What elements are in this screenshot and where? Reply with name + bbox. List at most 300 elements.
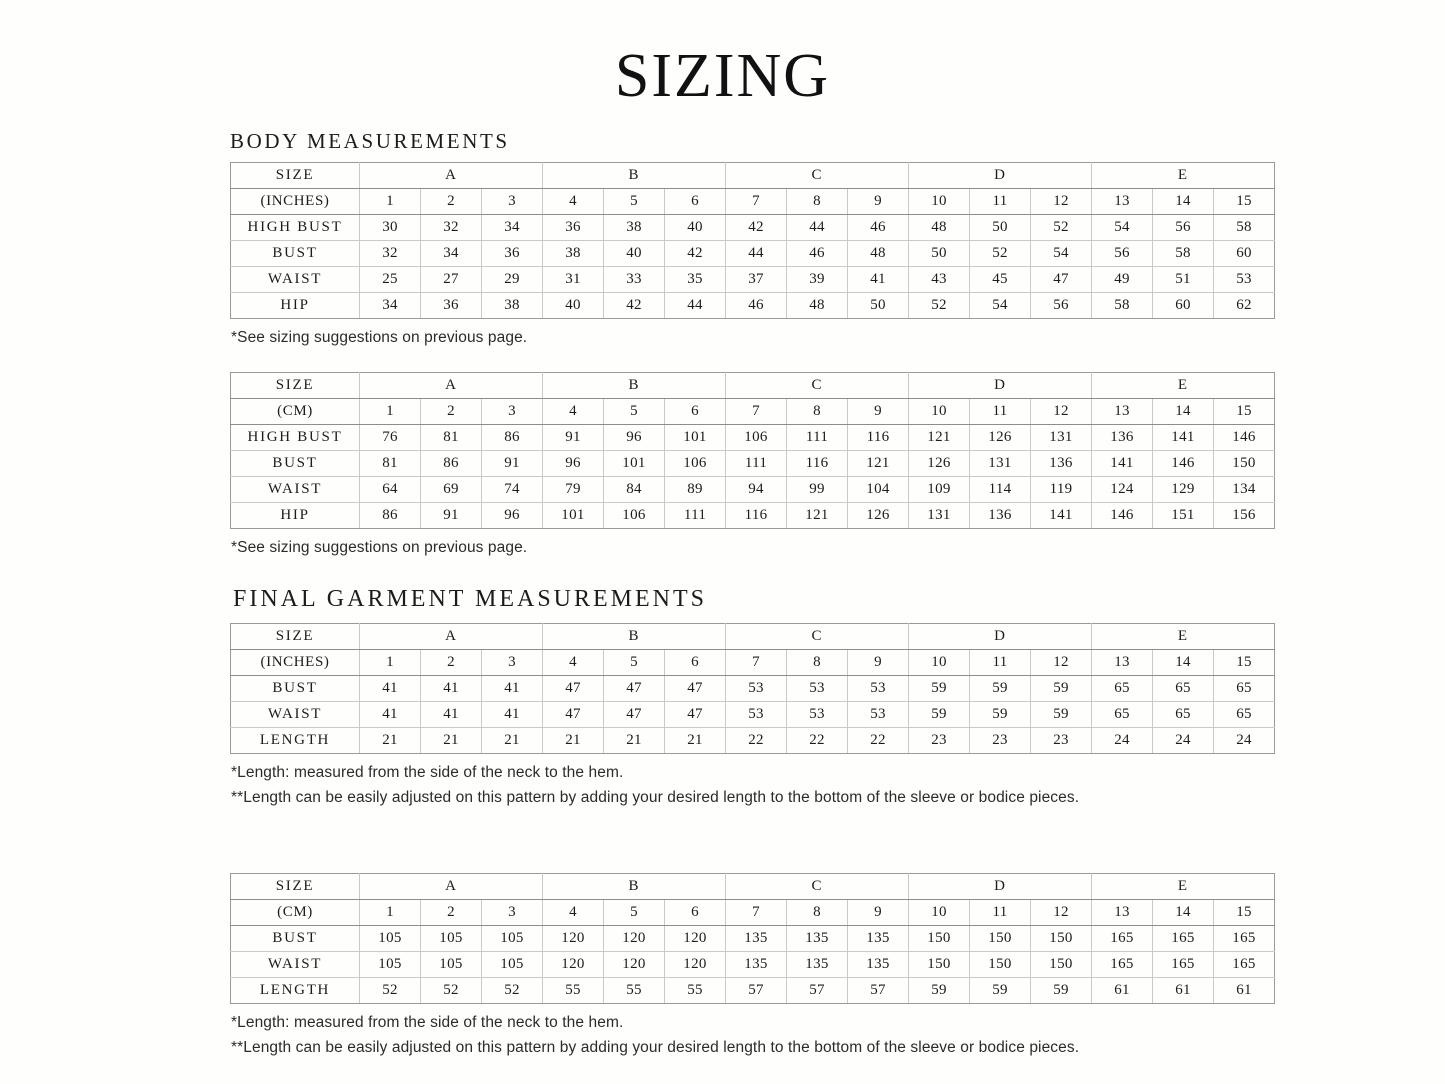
measurement-value-cell: 56 xyxy=(1031,293,1092,319)
size-number-cell: 10 xyxy=(909,899,970,925)
measurement-value-cell: 48 xyxy=(909,215,970,241)
measurement-value-cell: 41 xyxy=(360,702,421,728)
size-number-cell: 9 xyxy=(848,189,909,215)
measurement-value-cell: 146 xyxy=(1214,425,1275,451)
measurement-value-cell: 135 xyxy=(726,951,787,977)
size-number-cell: 2 xyxy=(421,399,482,425)
note-line: *See sizing suggestions on previous page. xyxy=(231,539,528,557)
measurement-value-cell: 41 xyxy=(421,702,482,728)
table-row xyxy=(231,728,1275,754)
measurement-value-cell: 136 xyxy=(970,503,1031,529)
size-number-cell: 3 xyxy=(482,899,543,925)
measurement-value-cell: 49 xyxy=(1092,267,1153,293)
size-group-header: B xyxy=(543,163,726,189)
measurement-value-cell: 120 xyxy=(665,951,726,977)
size-group-header: D xyxy=(909,873,1092,899)
table-row-group-header xyxy=(231,873,1275,899)
measurement-value-cell: 99 xyxy=(787,477,848,503)
size-group-header: C xyxy=(726,373,909,399)
measurement-value-cell: 94 xyxy=(726,477,787,503)
measurement-label-cell: BUST xyxy=(231,451,360,477)
measurement-value-cell: 61 xyxy=(1153,977,1214,1003)
size-number-cell: 2 xyxy=(421,189,482,215)
measurement-value-cell: 41 xyxy=(482,702,543,728)
measurement-value-cell: 150 xyxy=(970,951,1031,977)
measurement-value-cell: 165 xyxy=(1153,925,1214,951)
measurement-value-cell: 150 xyxy=(1031,925,1092,951)
measurement-label-cell: HIP xyxy=(231,293,360,319)
measurement-label-cell: BUST xyxy=(231,241,360,267)
measurement-value-cell: 105 xyxy=(421,925,482,951)
size-group-header: D xyxy=(909,163,1092,189)
measurement-value-cell: 150 xyxy=(909,951,970,977)
measurement-value-cell: 24 xyxy=(1092,728,1153,754)
measurement-value-cell: 39 xyxy=(787,267,848,293)
measurement-value-cell: 40 xyxy=(543,293,604,319)
table-row xyxy=(231,267,1275,293)
measurement-value-cell: 81 xyxy=(421,425,482,451)
size-number-cell: 15 xyxy=(1214,899,1275,925)
measurement-value-cell: 105 xyxy=(482,951,543,977)
measurement-value-cell: 44 xyxy=(787,215,848,241)
measurement-label-cell: WAIST xyxy=(231,702,360,728)
measurement-value-cell: 81 xyxy=(360,451,421,477)
measurement-value-cell: 36 xyxy=(482,241,543,267)
measurement-value-cell: 24 xyxy=(1153,728,1214,754)
size-group-header: C xyxy=(726,163,909,189)
table-notes xyxy=(0,754,1445,810)
measurement-value-cell: 53 xyxy=(848,702,909,728)
table-row-size-numbers xyxy=(231,399,1275,425)
measurement-value-cell: 47 xyxy=(665,702,726,728)
measurement-value-cell: 53 xyxy=(787,702,848,728)
table-notes xyxy=(0,1004,1445,1060)
size-header-cell: SIZE xyxy=(231,373,360,399)
unit-header-cell: (CM) xyxy=(231,899,360,925)
measurement-value-cell: 60 xyxy=(1153,293,1214,319)
measurement-value-cell: 109 xyxy=(909,477,970,503)
measurement-value-cell: 74 xyxy=(482,477,543,503)
measurement-value-cell: 53 xyxy=(726,676,787,702)
measurement-value-cell: 141 xyxy=(1092,451,1153,477)
size-number-cell: 7 xyxy=(726,899,787,925)
measurement-value-cell: 52 xyxy=(909,293,970,319)
table-row xyxy=(231,425,1275,451)
measurement-value-cell: 57 xyxy=(848,977,909,1003)
measurement-value-cell: 141 xyxy=(1153,425,1214,451)
measurement-value-cell: 21 xyxy=(604,728,665,754)
measurement-value-cell: 126 xyxy=(909,451,970,477)
measurement-value-cell: 58 xyxy=(1153,241,1214,267)
measurement-value-cell: 150 xyxy=(1031,951,1092,977)
measurement-value-cell: 21 xyxy=(421,728,482,754)
size-number-cell: 12 xyxy=(1031,399,1092,425)
measurement-value-cell: 91 xyxy=(543,425,604,451)
size-number-cell: 11 xyxy=(970,650,1031,676)
measurement-value-cell: 86 xyxy=(421,451,482,477)
table-row xyxy=(231,977,1275,1003)
measurement-value-cell: 56 xyxy=(1153,215,1214,241)
measurement-value-cell: 156 xyxy=(1214,503,1275,529)
size-number-cell: 3 xyxy=(482,399,543,425)
measurement-value-cell: 23 xyxy=(1031,728,1092,754)
measurement-value-cell: 101 xyxy=(604,451,665,477)
measurement-value-cell: 41 xyxy=(482,676,543,702)
measurement-value-cell: 38 xyxy=(543,241,604,267)
measurements-table-wrapper xyxy=(0,372,1445,529)
measurement-value-cell: 52 xyxy=(1031,215,1092,241)
measurement-value-cell: 36 xyxy=(421,293,482,319)
unit-header-cell: (INCHES) xyxy=(231,650,360,676)
measurement-value-cell: 114 xyxy=(970,477,1031,503)
measurement-value-cell: 136 xyxy=(1092,425,1153,451)
measurement-value-cell: 54 xyxy=(1031,241,1092,267)
size-group-header: E xyxy=(1092,624,1275,650)
measurement-value-cell: 50 xyxy=(970,215,1031,241)
measurement-value-cell: 50 xyxy=(848,293,909,319)
measurement-value-cell: 120 xyxy=(543,951,604,977)
size-number-cell: 9 xyxy=(848,399,909,425)
measurement-value-cell: 65 xyxy=(1214,702,1275,728)
measurement-value-cell: 46 xyxy=(726,293,787,319)
measurement-value-cell: 165 xyxy=(1214,951,1275,977)
size-header-cell: SIZE xyxy=(231,163,360,189)
measurement-value-cell: 65 xyxy=(1153,676,1214,702)
size-number-cell: 5 xyxy=(604,399,665,425)
measurement-value-cell: 116 xyxy=(726,503,787,529)
measurement-value-cell: 46 xyxy=(848,215,909,241)
measurement-value-cell: 59 xyxy=(970,977,1031,1003)
measurement-value-cell: 86 xyxy=(360,503,421,529)
size-number-cell: 9 xyxy=(848,650,909,676)
measurement-value-cell: 65 xyxy=(1092,702,1153,728)
size-number-cell: 12 xyxy=(1031,899,1092,925)
measurement-value-cell: 101 xyxy=(665,425,726,451)
measurement-value-cell: 34 xyxy=(421,241,482,267)
measurement-value-cell: 65 xyxy=(1214,676,1275,702)
size-number-cell: 2 xyxy=(421,650,482,676)
measurement-value-cell: 44 xyxy=(665,293,726,319)
size-number-cell: 9 xyxy=(848,899,909,925)
size-number-cell: 1 xyxy=(360,189,421,215)
size-group-header: B xyxy=(543,373,726,399)
measurement-value-cell: 55 xyxy=(543,977,604,1003)
size-number-cell: 6 xyxy=(665,399,726,425)
table-spacer xyxy=(0,350,1445,372)
measurement-value-cell: 135 xyxy=(848,951,909,977)
table-row xyxy=(231,951,1275,977)
size-number-cell: 1 xyxy=(360,399,421,425)
measurements-table xyxy=(230,623,1275,754)
size-header-cell: SIZE xyxy=(231,624,360,650)
measurement-value-cell: 135 xyxy=(787,951,848,977)
measurement-value-cell: 23 xyxy=(970,728,1031,754)
size-number-cell: 15 xyxy=(1214,650,1275,676)
measurement-value-cell: 69 xyxy=(421,477,482,503)
measurement-value-cell: 22 xyxy=(848,728,909,754)
measurement-value-cell: 46 xyxy=(787,241,848,267)
measurement-value-cell: 57 xyxy=(787,977,848,1003)
size-group-header: D xyxy=(909,624,1092,650)
measurement-value-cell: 91 xyxy=(421,503,482,529)
measurement-value-cell: 135 xyxy=(848,925,909,951)
measurement-value-cell: 126 xyxy=(848,503,909,529)
measurement-value-cell: 120 xyxy=(604,925,665,951)
measurement-value-cell: 42 xyxy=(726,215,787,241)
measurement-value-cell: 31 xyxy=(543,267,604,293)
measurements-table-wrapper xyxy=(0,873,1445,1004)
measurement-value-cell: 40 xyxy=(665,215,726,241)
size-group-header: B xyxy=(543,624,726,650)
size-number-cell: 3 xyxy=(482,189,543,215)
section-spacer xyxy=(0,811,1445,851)
measurement-value-cell: 84 xyxy=(604,477,665,503)
measurement-value-cell: 136 xyxy=(1031,451,1092,477)
measurement-value-cell: 151 xyxy=(1153,503,1214,529)
measurement-value-cell: 105 xyxy=(360,925,421,951)
measurement-value-cell: 54 xyxy=(970,293,1031,319)
measurement-value-cell: 43 xyxy=(909,267,970,293)
size-number-cell: 2 xyxy=(421,899,482,925)
table-row xyxy=(231,293,1275,319)
measurement-value-cell: 22 xyxy=(726,728,787,754)
measurement-value-cell: 37 xyxy=(726,267,787,293)
measurement-label-cell: HIGH BUST xyxy=(231,215,360,241)
measurement-value-cell: 101 xyxy=(543,503,604,529)
size-number-cell: 5 xyxy=(604,899,665,925)
size-number-cell: 12 xyxy=(1031,189,1092,215)
note-line: *Length: measured from the side of the neck to the hem. xyxy=(231,1013,624,1031)
measurement-value-cell: 111 xyxy=(665,503,726,529)
measurement-value-cell: 52 xyxy=(970,241,1031,267)
size-number-cell: 6 xyxy=(665,650,726,676)
measurement-value-cell: 165 xyxy=(1092,925,1153,951)
size-number-cell: 4 xyxy=(543,399,604,425)
table-row-group-header xyxy=(231,163,1275,189)
measurement-value-cell: 33 xyxy=(604,267,665,293)
table-row-size-numbers xyxy=(231,189,1275,215)
sections-container xyxy=(0,109,1445,1060)
measurement-value-cell: 121 xyxy=(787,503,848,529)
note-line: *See sizing suggestions on previous page. xyxy=(231,329,528,347)
measurement-label-cell: WAIST xyxy=(231,951,360,977)
measurement-value-cell: 134 xyxy=(1214,477,1275,503)
measurement-value-cell: 55 xyxy=(665,977,726,1003)
table-spacer xyxy=(0,851,1445,873)
size-number-cell: 14 xyxy=(1153,189,1214,215)
measurement-value-cell: 106 xyxy=(604,503,665,529)
measurement-value-cell: 53 xyxy=(1214,267,1275,293)
size-number-cell: 8 xyxy=(787,899,848,925)
measurement-value-cell: 21 xyxy=(543,728,604,754)
measurement-value-cell: 52 xyxy=(360,977,421,1003)
measurement-value-cell: 79 xyxy=(543,477,604,503)
size-number-cell: 7 xyxy=(726,189,787,215)
measurement-value-cell: 21 xyxy=(482,728,543,754)
size-number-cell: 4 xyxy=(543,650,604,676)
size-number-cell: 13 xyxy=(1092,650,1153,676)
measurement-value-cell: 89 xyxy=(665,477,726,503)
measurement-value-cell: 52 xyxy=(482,977,543,1003)
size-number-cell: 1 xyxy=(360,899,421,925)
measurement-value-cell: 59 xyxy=(909,676,970,702)
table-row xyxy=(231,925,1275,951)
measurement-value-cell: 150 xyxy=(970,925,1031,951)
size-number-cell: 3 xyxy=(482,650,543,676)
measurement-value-cell: 23 xyxy=(909,728,970,754)
measurement-value-cell: 47 xyxy=(604,702,665,728)
measurement-value-cell: 24 xyxy=(1214,728,1275,754)
measurement-value-cell: 116 xyxy=(848,425,909,451)
table-row xyxy=(231,215,1275,241)
note-line: *Length: measured from the side of the neck to the hem. xyxy=(231,764,624,782)
measurement-value-cell: 111 xyxy=(787,425,848,451)
measurements-section xyxy=(0,560,1445,1059)
measurement-value-cell: 38 xyxy=(482,293,543,319)
note-line: **Length can be easily adjusted on this pattern by adding your desired length to the bottom of the sleeve or bodice pieces. xyxy=(231,789,1080,807)
size-number-cell: 11 xyxy=(970,189,1031,215)
measurement-value-cell: 59 xyxy=(970,676,1031,702)
measurement-value-cell: 21 xyxy=(665,728,726,754)
measurement-value-cell: 135 xyxy=(726,925,787,951)
measurement-value-cell: 105 xyxy=(482,925,543,951)
measurement-value-cell: 96 xyxy=(604,425,665,451)
measurement-value-cell: 52 xyxy=(421,977,482,1003)
size-number-cell: 4 xyxy=(543,899,604,925)
measurement-value-cell: 120 xyxy=(665,925,726,951)
measurement-value-cell: 51 xyxy=(1153,267,1214,293)
measurement-label-cell: LENGTH xyxy=(231,977,360,1003)
size-number-cell: 6 xyxy=(665,189,726,215)
measurement-value-cell: 58 xyxy=(1214,215,1275,241)
measurement-value-cell: 21 xyxy=(360,728,421,754)
table-row xyxy=(231,676,1275,702)
measurement-value-cell: 41 xyxy=(848,267,909,293)
measurements-table-wrapper xyxy=(0,162,1445,319)
note-line: **Length can be easily adjusted on this pattern by adding your desired length to the bottom of the sleeve or bodice pieces. xyxy=(231,1038,1080,1056)
measurement-value-cell: 120 xyxy=(604,951,665,977)
size-number-cell: 11 xyxy=(970,899,1031,925)
measurement-value-cell: 65 xyxy=(1153,702,1214,728)
size-number-cell: 7 xyxy=(726,650,787,676)
measurement-value-cell: 126 xyxy=(970,425,1031,451)
measurement-value-cell: 34 xyxy=(360,293,421,319)
measurement-value-cell: 40 xyxy=(604,241,665,267)
size-number-cell: 13 xyxy=(1092,399,1153,425)
measurement-value-cell: 22 xyxy=(787,728,848,754)
size-number-cell: 10 xyxy=(909,189,970,215)
measurement-value-cell: 36 xyxy=(543,215,604,241)
measurement-value-cell: 25 xyxy=(360,267,421,293)
measurement-value-cell: 41 xyxy=(421,676,482,702)
measurement-value-cell: 119 xyxy=(1031,477,1092,503)
size-number-cell: 15 xyxy=(1214,189,1275,215)
measurement-value-cell: 91 xyxy=(482,451,543,477)
size-number-cell: 1 xyxy=(360,650,421,676)
measurement-value-cell: 129 xyxy=(1153,477,1214,503)
measurement-value-cell: 146 xyxy=(1092,503,1153,529)
size-number-cell: 5 xyxy=(604,189,665,215)
measurement-value-cell: 57 xyxy=(726,977,787,1003)
measurement-value-cell: 106 xyxy=(726,425,787,451)
measurement-label-cell: BUST xyxy=(231,676,360,702)
measurement-value-cell: 124 xyxy=(1092,477,1153,503)
measurement-value-cell: 131 xyxy=(909,503,970,529)
size-group-header: E xyxy=(1092,373,1275,399)
measurement-value-cell: 165 xyxy=(1153,951,1214,977)
size-group-header: A xyxy=(360,163,543,189)
size-group-header: A xyxy=(360,373,543,399)
table-row xyxy=(231,451,1275,477)
size-group-header: D xyxy=(909,373,1092,399)
measurement-value-cell: 165 xyxy=(1214,925,1275,951)
size-number-cell: 15 xyxy=(1214,399,1275,425)
table-row-group-header xyxy=(231,373,1275,399)
size-number-cell: 12 xyxy=(1031,650,1092,676)
measurement-label-cell: HIGH BUST xyxy=(231,425,360,451)
size-number-cell: 6 xyxy=(665,899,726,925)
table-row xyxy=(231,241,1275,267)
measurement-value-cell: 62 xyxy=(1214,293,1275,319)
measurement-value-cell: 34 xyxy=(482,215,543,241)
measurement-value-cell: 105 xyxy=(360,951,421,977)
measurement-value-cell: 47 xyxy=(1031,267,1092,293)
measurements-table xyxy=(230,873,1275,1004)
measurement-value-cell: 65 xyxy=(1092,676,1153,702)
measurement-value-cell: 32 xyxy=(421,215,482,241)
measurements-table-wrapper xyxy=(0,623,1445,754)
size-group-header: E xyxy=(1092,163,1275,189)
size-number-cell: 7 xyxy=(726,399,787,425)
measurement-value-cell: 86 xyxy=(482,425,543,451)
size-number-cell: 11 xyxy=(970,399,1031,425)
measurement-value-cell: 42 xyxy=(604,293,665,319)
measurement-label-cell: HIP xyxy=(231,503,360,529)
measurement-label-cell: WAIST xyxy=(231,477,360,503)
size-group-header: C xyxy=(726,873,909,899)
measurement-value-cell: 135 xyxy=(787,925,848,951)
measurement-value-cell: 96 xyxy=(543,451,604,477)
size-number-cell: 10 xyxy=(909,399,970,425)
size-group-header: A xyxy=(360,873,543,899)
measurement-value-cell: 45 xyxy=(970,267,1031,293)
measurements-table xyxy=(230,162,1275,319)
measurement-value-cell: 111 xyxy=(726,451,787,477)
measurement-value-cell: 47 xyxy=(543,702,604,728)
size-number-cell: 14 xyxy=(1153,399,1214,425)
measurement-value-cell: 56 xyxy=(1092,241,1153,267)
measurement-value-cell: 60 xyxy=(1214,241,1275,267)
measurement-value-cell: 35 xyxy=(665,267,726,293)
measurement-value-cell: 29 xyxy=(482,267,543,293)
measurement-value-cell: 76 xyxy=(360,425,421,451)
measurement-value-cell: 53 xyxy=(848,676,909,702)
size-group-header: B xyxy=(543,873,726,899)
page-title: SIZING xyxy=(614,42,831,110)
measurement-value-cell: 59 xyxy=(909,702,970,728)
measurements-table xyxy=(230,372,1275,529)
measurement-value-cell: 42 xyxy=(665,241,726,267)
size-number-cell: 14 xyxy=(1153,650,1214,676)
measurement-value-cell: 47 xyxy=(665,676,726,702)
measurement-value-cell: 96 xyxy=(482,503,543,529)
size-group-header: C xyxy=(726,624,909,650)
measurement-value-cell: 121 xyxy=(909,425,970,451)
measurement-value-cell: 116 xyxy=(787,451,848,477)
size-number-cell: 8 xyxy=(787,399,848,425)
measurement-value-cell: 105 xyxy=(421,951,482,977)
measurement-value-cell: 27 xyxy=(421,267,482,293)
